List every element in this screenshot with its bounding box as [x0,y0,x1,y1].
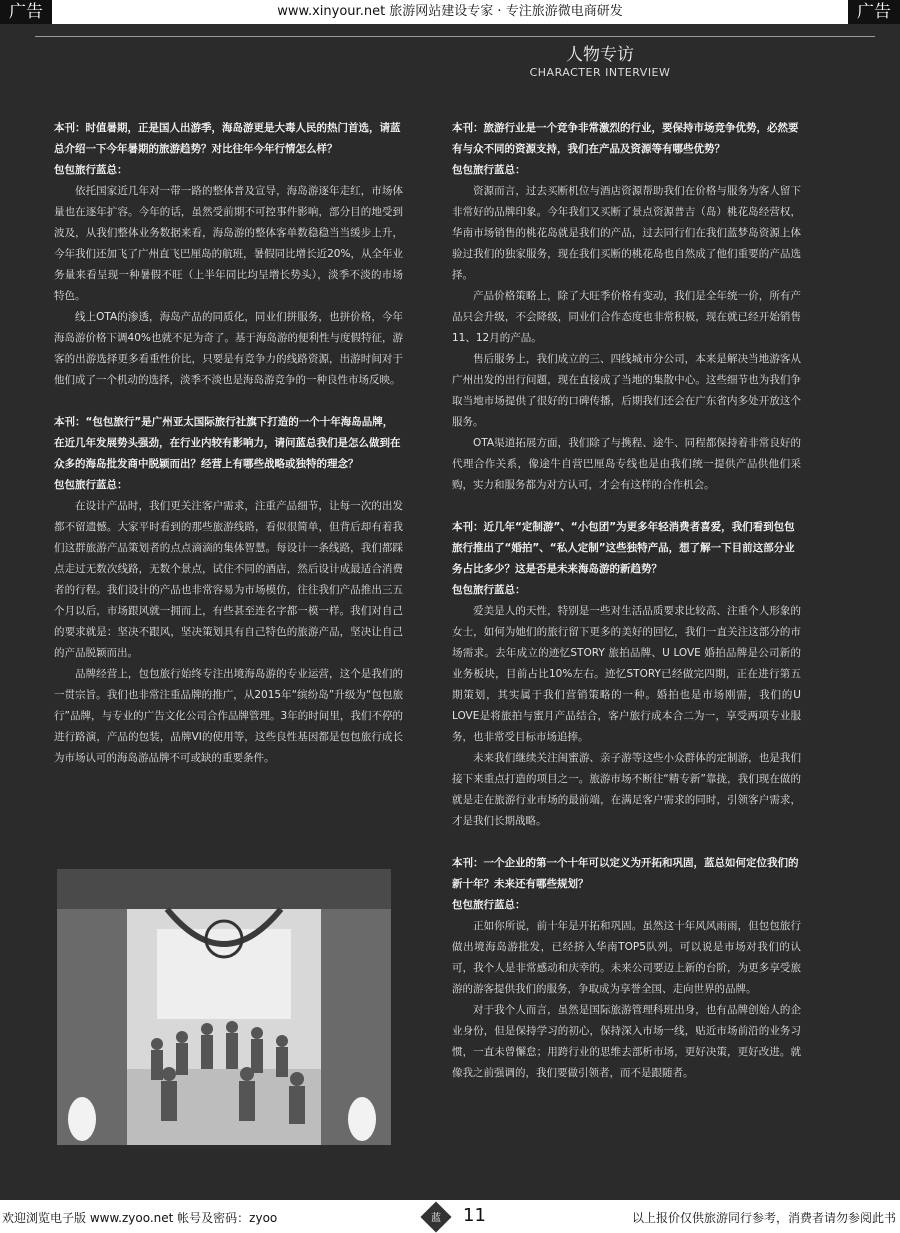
answer-5-paragraph-1: 正如你所说，前十年是开拓和巩固。虽然这十年风风雨雨，但包包旅行做出境海岛游批发，已经挤入华南TOP5队列。可以说是市场对我们的认可，我个人是非常感动和庆幸的。未来公司要迈上新的台阶，为更多享受旅游的游客提供我们的服务，争取成为享誉全国、走向世界的品牌。 [452,920,801,995]
answer-1-paragraph-2: 线上OTA的渗透，海岛产品的同质化，同业们拼服务，也拼价格，今年海岛游价格下调40%也就不足为奇了。基于海岛游的便利性与度假特征，游客的出游选择更多看重性价比，只要是有竞争力的线路资源，出游时间对于他们成了一个机动的选择，淡季不淡也是海岛游竞争的一种良性市场反映。 [54,311,403,386]
answer-1-label: 包包旅行蓝总： [54,164,128,176]
answer-5-label: 包包旅行蓝总： [452,899,526,911]
answer-4-label: 包包旅行蓝总： [452,584,526,596]
header-divider [35,36,875,37]
answer-3-paragraph-1: 资源而言，过去买断机位与酒店资源帮助我们在价格与服务为客人留下非常好的品牌印象。今年我们又买断了景点资源普吉（岛）桃花岛经营权，华南市场销售的桃花岛就是我们的产品，过去同行们在我们蓝梦岛资源上体验过我们的独家服务，现在我们买断的桃花岛也自然成了他们重要的产品选择。 [452,185,801,281]
question-2: 本刊：“包包旅行”是广州亚太国际旅行社旗下打造的一个十年海岛品牌，在近几年发展势头强劲，在行业内较有影响力，请问蓝总我们是怎么做到在众多的海岛批发商中脱颖而出？经营上有哪些战略或独特的理念？ [54,416,401,470]
group-photo [57,869,391,1145]
footer-website-info[interactable]: 欢迎浏览电子版 www.zyoo.net 帐号及密码：zyoo [2,1211,278,1225]
question-4: 本刊：近几年“定制游”、“小包团”为更多年轻消费者喜爱，我们看到包包旅行推出了“婚拍”、“私人定制”这些独特产品，想了解一下目前这部分业务占比多少？这是否是未来海岛游的新趋势？ [452,521,795,575]
right-column [452,118,801,1084]
answer-3-paragraph-2: 产品价格策略上，除了大旺季价格有变动，我们是全年统一价，所有产品只会升级，不会降级，同业们合作态度也非常积极，现在就已经开始销售11、12月的产品。 [452,290,801,344]
question-5: 本刊：一个企业的第一个十年可以定义为开拓和巩固，蓝总如何定位我们的新十年？未来还有哪些规划？ [452,857,799,890]
answer-1-paragraph-1: 依托国家近几年对一带一路的整体普及宣导，海岛游逐年走红，市场体量也在逐年扩容。今年的话，虽然受前期不可控事件影响，部分目的地受到波及，从我们整体业务数据来看，海岛游的整体客单数稳稳当当缓步上升，今年我们还加飞了广州直飞巴厘岛的航班，暑假同比增长近20%，从全年业务量来看呈现一种暑假不旺（上半年同比均呈增长势头），淡季不淡的市场特色。 [54,185,403,302]
magazine-page [0,24,900,1200]
ad-label-left: 广告 [0,0,52,24]
answer-4-paragraph-1: 爱美是人的天性，特别是一些对生活品质要求比较高、注重个人形象的女士，如何为她们的旅行留下更多的美好的回忆，我们一直关注这部分的市场需求。去年成立的迹忆STORY 旅拍品牌、U LOVE 婚拍品牌是公司新的业务板块，目前占比10%左右。迹忆STORY已经做完四期，正在进行第五期策划，其实属于我们营销策略的一种。婚拍也是市场刚需，我们的U LOVE是将旅拍与蜜月产品结合，客户旅行成本合二为一，享受两项专业服务，也非常受目标市场追捧。 [452,605,801,743]
section-subtitle: CHARACTER INTERVIEW [529,66,671,79]
answer-3-paragraph-3: 售后服务上，我们成立的三、四线城市分公司，本来是解决当地游客从广州出发的出行问题，现在直接成了当地的集散中心。这些细节也为我们争取当地市场提供了很好的口碑传播，后期我们还会在广东省内多处开放这个服务。 [452,353,801,428]
question-1: 本刊：时值暑期，正是国人出游季，海岛游更是大毒人民的热门首选，请蓝总介绍一下今年暑期的旅游趋势？对比往年今年行情怎么样？ [54,122,401,155]
ad-label-right: 广告 [848,0,900,24]
answer-3-label: 包包旅行蓝总： [452,164,526,176]
top-banner [0,0,900,24]
answer-4-paragraph-2: 未来我们继续关注闺蜜游、亲子游等这些小众群体的定制游，也是我们接下来重点打造的项目之一。旅游市场不断往“精专新”靠拢，我们现在做的就是走在旅游行业市场的最前端，在满足客户需求的同时，引领客户需求，才是我们长期战略。 [452,752,801,827]
left-column [54,118,403,769]
page-badge-text: 蓝 [431,1213,441,1224]
section-title: 人物专访 [566,45,634,65]
footer-disclaimer: 以上报价仅供旅游同行参考，消费者请勿参阅此书 [631,1211,896,1225]
answer-5-paragraph-2: 对于我个人而言，虽然是国际旅游管理科班出身，也有品牌创始人的企业身份，但是保持学习的初心，保持深入市场一线，贴近市场前沿的业务习惯，一直未曾懈怠；用跨行业的思维去部析市场，更好决策，更好改进。就像我之前强调的，我们要做引领者，而不是跟随者。 [452,1004,801,1079]
banner-title[interactable]: www.xinyour.net 旅游网站建设专家 · 专注旅游微电商研发 [277,4,623,19]
group-photo-icon [57,869,391,1145]
answer-2-paragraph-1: 在设计产品时，我们更关注客户需求，注重产品细节，让每一次的出发都不留遗憾。大家平时看到的那些旅游线路，看似很简单，但背后却有着我们这群旅游产品策划者的点点滴滴的集体智慧。每设计一条线路，我们都踩点走过无数次线路，无数个景点，试住不同的酒店，然后设计成最适合消费者的行程。我们设计的产品也非常容易为市场模仿，往往我们产品推出三五个月以后，市场跟风就一拥而上，有些甚至连名字都一模一样。我们对自己的要求就是：坚决不跟风，坚决策划具有自己特色的旅游产品，坚决让自己的产品脱颖而出。 [54,500,403,659]
answer-2-paragraph-2: 品牌经营上，包包旅行始终专注出境海岛游的专业运营，这个是我们的一贯宗旨。我们也非常注重品牌的推广，从2015年“缤纷岛”升级为“包包旅行”品牌，与专业的广告文化公司合作品牌管理。3年的时间里，我们不停的进行路演，产品的包装，品牌VI的使用等，这些良性基因都是包包旅行成长为市场认可的海岛游品牌不可或缺的重要条件。 [54,668,403,764]
page-number: 11 [463,1205,486,1226]
answer-3-paragraph-4: OTA渠道拓展方面，我们除了与携程、途牛、同程都保持着非常良好的代理合作关系，像途牛自营巴厘岛专线也是由我们统一提供产品供他们采购，实力和服务都为对方认可，才会有这样的合作机会。 [452,437,801,491]
question-3: 本刊：旅游行业是一个竞争非常激烈的行业，要保持市场竞争优势，必然要有与众不同的资源支持，我们在产品及资源等有哪些优势？ [452,122,799,155]
page-footer [0,1200,900,1230]
answer-2-label: 包包旅行蓝总： [54,479,128,491]
